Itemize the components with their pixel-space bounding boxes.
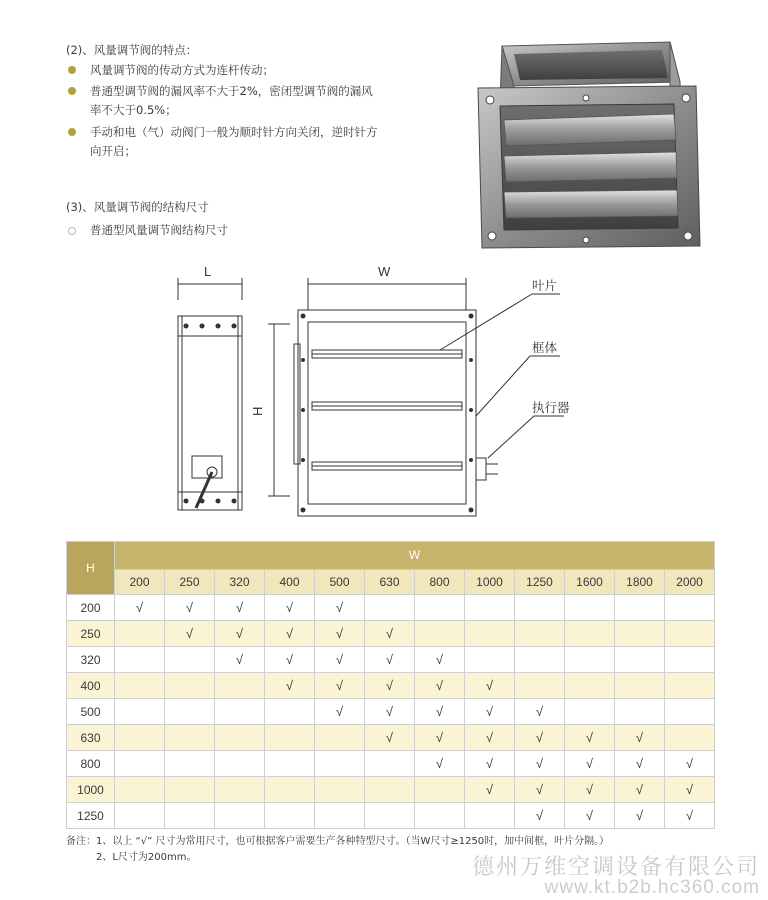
check-cell — [665, 777, 715, 803]
check-cell — [265, 595, 315, 621]
check-mark: √ — [335, 678, 344, 693]
check-mark: √ — [385, 730, 394, 745]
empty-cell — [415, 777, 465, 803]
w-value-cell: 1800 — [615, 569, 665, 594]
table-row — [67, 699, 715, 725]
empty-cell — [165, 647, 215, 673]
check-cell — [315, 673, 365, 699]
empty-cell — [215, 699, 265, 725]
w-value-cell: 1000 — [465, 569, 515, 594]
empty-cell — [665, 621, 715, 647]
check-mark: √ — [685, 782, 694, 797]
check-mark: √ — [485, 704, 494, 719]
h-value-cell: 500 — [67, 699, 115, 725]
empty-cell — [215, 803, 265, 829]
check-cell — [615, 751, 665, 777]
bullet-dot-icon — [68, 87, 76, 95]
empty-cell — [665, 595, 715, 621]
w-value-cell: 400 — [265, 569, 315, 594]
empty-cell — [315, 803, 365, 829]
w-value-cell: 200 — [115, 569, 165, 594]
empty-cell — [365, 751, 415, 777]
check-cell — [165, 595, 215, 621]
empty-cell — [165, 751, 215, 777]
empty-cell — [615, 673, 665, 699]
h-value-cell: 630 — [67, 725, 115, 751]
check-cell — [415, 725, 465, 751]
check-mark: √ — [235, 600, 244, 615]
h-value-cell: 200 — [67, 595, 115, 621]
empty-cell — [465, 803, 515, 829]
structure-subheading: 普通型风量调节阀结构尺寸 — [90, 223, 228, 237]
empty-cell — [565, 673, 615, 699]
empty-cell — [565, 621, 615, 647]
check-cell — [515, 751, 565, 777]
table-row — [67, 647, 715, 673]
check-cell — [515, 699, 565, 725]
check-cell — [315, 699, 365, 725]
check-mark: √ — [535, 704, 544, 719]
note-line-2: 2、L尺寸为200mm。 — [96, 852, 197, 863]
check-cell — [215, 595, 265, 621]
empty-cell — [615, 647, 665, 673]
check-cell — [315, 595, 365, 621]
empty-cell — [165, 803, 215, 829]
check-mark: √ — [485, 730, 494, 745]
table-row — [67, 673, 715, 699]
check-mark: √ — [135, 600, 144, 615]
check-cell — [465, 673, 515, 699]
check-cell — [415, 647, 465, 673]
check-cell — [515, 725, 565, 751]
empty-cell — [165, 725, 215, 751]
check-cell — [515, 803, 565, 829]
website-watermark: www.kt.b2b.hc360.com — [544, 877, 760, 898]
check-cell — [265, 647, 315, 673]
check-mark: √ — [185, 600, 194, 615]
check-mark: √ — [285, 600, 294, 615]
empty-cell — [265, 725, 315, 751]
empty-cell — [315, 751, 365, 777]
check-mark: √ — [385, 678, 394, 693]
check-cell — [215, 647, 265, 673]
empty-cell — [515, 621, 565, 647]
empty-cell — [315, 777, 365, 803]
table-row — [67, 725, 715, 751]
empty-cell — [465, 621, 515, 647]
check-mark: √ — [385, 652, 394, 667]
check-mark: √ — [435, 756, 444, 771]
empty-cell — [115, 621, 165, 647]
empty-cell — [215, 725, 265, 751]
empty-cell — [315, 725, 365, 751]
check-cell — [215, 621, 265, 647]
empty-cell — [115, 777, 165, 803]
empty-cell — [615, 699, 665, 725]
note-line-1: 备注：1、以上 “√” 尺寸为常用尺寸，也可根据客户需要生产各种特型尺寸。（当W尺寸≥1250时，加中间框，叶片分隔。） — [66, 836, 610, 847]
empty-cell — [665, 673, 715, 699]
feature-item-2-line-1: 普通型调节阀的漏风率不大于2%，密闭型调节阀的漏风 — [90, 84, 373, 98]
feature-item-3-line-1: 手动和电（气）动阀门一般为顺时针方向关闭，逆时针方 — [90, 125, 378, 139]
empty-cell — [215, 673, 265, 699]
check-cell — [365, 621, 415, 647]
check-cell — [365, 647, 415, 673]
check-mark: √ — [335, 600, 344, 615]
structure-heading: (3)、风量调节阀的结构尺寸 — [66, 200, 209, 214]
table-row — [67, 803, 715, 829]
check-mark: √ — [585, 756, 594, 771]
callout-frame: 框体 — [532, 340, 558, 355]
w-value-cell: 1600 — [565, 569, 615, 594]
check-cell — [565, 751, 615, 777]
empty-cell — [665, 647, 715, 673]
check-mark: √ — [285, 652, 294, 667]
empty-cell — [515, 673, 565, 699]
size-table — [66, 541, 715, 829]
empty-cell — [565, 647, 615, 673]
check-cell — [265, 621, 315, 647]
empty-cell — [165, 777, 215, 803]
callout-blade: 叶片 — [532, 278, 558, 293]
check-cell — [265, 673, 315, 699]
empty-cell — [365, 595, 415, 621]
empty-cell — [165, 673, 215, 699]
table-row — [67, 595, 715, 621]
technical-drawing — [160, 260, 600, 530]
empty-cell — [115, 673, 165, 699]
empty-cell — [115, 751, 165, 777]
empty-cell — [665, 725, 715, 751]
empty-cell — [665, 699, 715, 725]
empty-cell — [515, 647, 565, 673]
empty-cell — [115, 725, 165, 751]
check-cell — [665, 751, 715, 777]
check-cell — [365, 673, 415, 699]
ring-bullet-icon — [68, 227, 76, 235]
w-values-row — [67, 569, 715, 594]
empty-cell — [115, 647, 165, 673]
h-header: H — [67, 542, 115, 595]
check-mark: √ — [485, 782, 494, 797]
empty-cell — [615, 595, 665, 621]
bullet-dot-icon — [68, 128, 76, 136]
check-cell — [465, 777, 515, 803]
w-value-cell: 800 — [415, 569, 465, 594]
empty-cell — [465, 595, 515, 621]
check-mark: √ — [435, 652, 444, 667]
h-value-cell: 250 — [67, 621, 115, 647]
check-cell — [615, 803, 665, 829]
check-cell — [115, 595, 165, 621]
check-cell — [315, 621, 365, 647]
callout-actuator: 执行器 — [532, 400, 570, 415]
table-row — [67, 751, 715, 777]
check-cell — [465, 751, 515, 777]
empty-cell — [265, 803, 315, 829]
h-value-cell: 800 — [67, 751, 115, 777]
check-mark: √ — [635, 730, 644, 745]
dim-label-h: H — [250, 406, 265, 416]
check-cell — [465, 699, 515, 725]
check-mark: √ — [535, 808, 544, 823]
check-cell — [415, 673, 465, 699]
check-mark: √ — [335, 652, 344, 667]
check-mark: √ — [535, 730, 544, 745]
check-mark: √ — [385, 626, 394, 641]
w-value-cell: 500 — [315, 569, 365, 594]
check-mark: √ — [585, 782, 594, 797]
check-mark: √ — [285, 626, 294, 641]
empty-cell — [565, 699, 615, 725]
h-value-cell: 1250 — [67, 803, 115, 829]
check-mark: √ — [635, 756, 644, 771]
check-mark: √ — [435, 704, 444, 719]
check-mark: √ — [585, 808, 594, 823]
table-body — [67, 595, 715, 829]
empty-cell — [415, 595, 465, 621]
bullet-dot-icon — [68, 66, 76, 74]
empty-cell — [615, 621, 665, 647]
empty-cell — [115, 803, 165, 829]
h-value-cell: 1000 — [67, 777, 115, 803]
table-row — [67, 777, 715, 803]
check-cell — [415, 699, 465, 725]
check-cell — [165, 621, 215, 647]
check-cell — [365, 699, 415, 725]
empty-cell — [215, 777, 265, 803]
w-value-cell: 1250 — [515, 569, 565, 594]
check-cell — [615, 777, 665, 803]
empty-cell — [115, 699, 165, 725]
table-row — [67, 621, 715, 647]
check-cell — [415, 751, 465, 777]
empty-cell — [265, 751, 315, 777]
check-mark: √ — [385, 704, 394, 719]
empty-cell — [365, 777, 415, 803]
check-cell — [315, 647, 365, 673]
empty-cell — [265, 699, 315, 725]
w-value-cell: 250 — [165, 569, 215, 594]
w-header: W — [115, 542, 715, 570]
h-value-cell: 320 — [67, 647, 115, 673]
check-mark: √ — [435, 678, 444, 693]
check-cell — [565, 803, 615, 829]
empty-cell — [215, 751, 265, 777]
check-mark: √ — [635, 808, 644, 823]
w-value-cell: 320 — [215, 569, 265, 594]
check-mark: √ — [485, 756, 494, 771]
check-mark: √ — [335, 626, 344, 641]
check-mark: √ — [685, 756, 694, 771]
empty-cell — [415, 621, 465, 647]
features-heading: (2)、风量调节阀的特点： — [66, 43, 198, 57]
feature-item-1: 风量调节阀的传动方式为连杆传动； — [90, 63, 274, 77]
damper-photo — [474, 40, 702, 252]
check-mark: √ — [435, 730, 444, 745]
check-mark: √ — [535, 782, 544, 797]
w-value-cell: 2000 — [665, 569, 715, 594]
feature-item-2-line-2: 率不大于0.5%； — [90, 103, 177, 117]
w-value-cell: 630 — [365, 569, 415, 594]
check-cell — [465, 725, 515, 751]
check-mark: √ — [485, 678, 494, 693]
check-mark: √ — [285, 678, 294, 693]
empty-cell — [365, 803, 415, 829]
dim-label-w: W — [378, 264, 391, 279]
empty-cell — [165, 699, 215, 725]
check-mark: √ — [635, 782, 644, 797]
dim-label-l: L — [204, 264, 212, 279]
check-cell — [665, 803, 715, 829]
company-watermark: 德州万维空调设备有限公司 — [471, 855, 760, 880]
check-mark: √ — [685, 808, 694, 823]
check-cell — [515, 777, 565, 803]
check-mark: √ — [585, 730, 594, 745]
empty-cell — [465, 647, 515, 673]
check-cell — [615, 725, 665, 751]
check-cell — [365, 725, 415, 751]
h-value-cell: 400 — [67, 673, 115, 699]
check-mark: √ — [235, 626, 244, 641]
empty-cell — [265, 777, 315, 803]
check-mark: √ — [335, 704, 344, 719]
feature-item-3-line-2: 向开启； — [90, 144, 136, 158]
empty-cell — [515, 595, 565, 621]
check-cell — [565, 725, 615, 751]
check-cell — [565, 777, 615, 803]
check-mark: √ — [535, 756, 544, 771]
check-mark: √ — [185, 626, 194, 641]
check-mark: √ — [235, 652, 244, 667]
empty-cell — [565, 595, 615, 621]
empty-cell — [415, 803, 465, 829]
